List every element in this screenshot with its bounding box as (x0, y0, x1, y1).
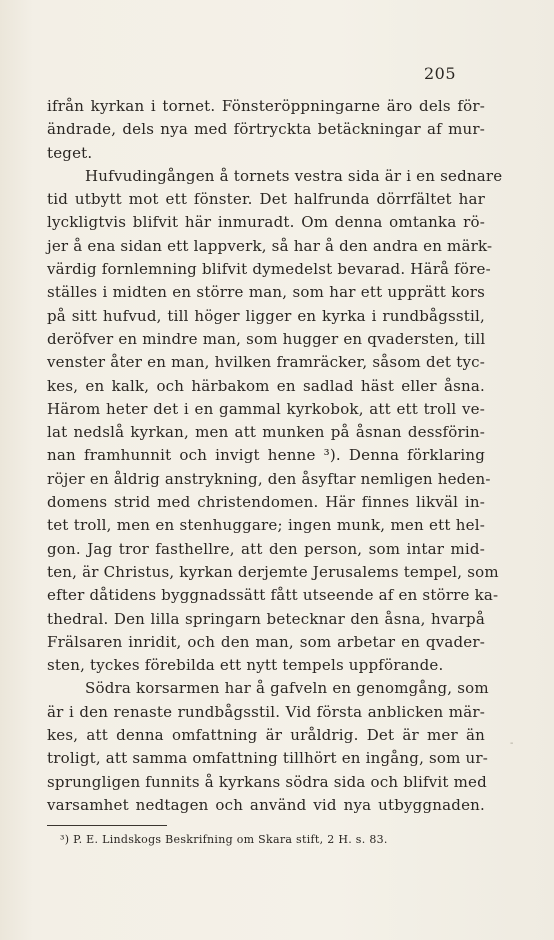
text-line: deröfver en mindre man, som hugger en qvadersten, till (47, 329, 486, 348)
text-line: ifrån kyrkan i tornet. Fönsteröppningarne äro dels för- (47, 97, 485, 115)
text-line: på sitt hufvud, till höger ligger en kyrka i rundbågsstil, (47, 306, 485, 325)
text-line: troligt, att samma omfattning tillhört en ingång, som ur- (47, 749, 489, 768)
text-line: kes, en kalk, och härbakom en sadlad häst eller åsna. (47, 376, 485, 395)
margin-mark: - (510, 738, 514, 749)
text-line: sprungligen funnits å kyrkans södra sida och blifvit med (47, 772, 487, 791)
text-line: jer å ena sidan ett lappverk, så har å den andra en märk- (47, 236, 493, 255)
text-line: är i den renaste rundbågsstil. Vid första anblicken mär- (47, 702, 485, 721)
text-line: ändrade, dels nya med förtryckta betäckningar af mur- (47, 120, 485, 139)
text-line: teget. (47, 143, 93, 162)
text-line: Södra korsarmen har å gafveln en genomgång, som (85, 679, 489, 698)
text-line: Frälsaren inridit, och den man, som arbetar en qvader- (47, 632, 485, 651)
text-line: lyckligtvis blifvit här inmuradt. Om denna omtanka rö- (47, 213, 485, 232)
text-line: Hufvudingången å tornets vestra sida är i en sednare (85, 166, 503, 185)
text-line: ställes i midten en större man, som har ett upprätt kors (47, 283, 485, 302)
text-line: domens strid med christendomen. Här finnes likväl in- (47, 493, 485, 512)
text-line: sten, tyckes förebilda ett nytt tempels uppförande. (47, 656, 444, 675)
footnote: ³) P. E. Lindskogs Beskrifning om Skara stift, 2 H. s. 83. (60, 833, 388, 846)
text-line: lat nedslå kyrkan, men att munken på åsnan dessförin- (47, 423, 485, 442)
text-line: thedral. Den lilla springarn betecknar den åsna, hvarpå (47, 609, 485, 628)
footnote-rule (47, 825, 167, 826)
body-text (47, 95, 503, 817)
text-line: varsamhet nedtagen och använd vid nya utbyggnaden. (47, 795, 485, 814)
text-line: tid utbytt mot ett fönster. Det halfrunda dörrfältet har (47, 190, 485, 209)
text-line: kes, att denna omfattning är uråldrig. Det är mer än (47, 726, 485, 745)
text-line: venster åter en man, hvilken framräcker, såsom det tyc- (47, 353, 485, 372)
text-line: röjer en åldrig anstrykning, den åsyftar nemligen heden- (47, 469, 491, 488)
text-line: efter dåtidens byggnadssätt fått utseende af en större ka- (47, 586, 499, 605)
text-line: nan framhunnit och invigt henne ³). Denna förklaring (47, 446, 485, 465)
text-line: tet troll, men en stenhuggare; ingen munk, men ett hel- (47, 516, 485, 535)
page-number: 205 (424, 64, 457, 83)
text-line: ten, är Christus, kyrkan derjemte Jerusalems tempel, som (47, 562, 499, 581)
text-line: värdig fornlemning blifvit dymedelst bevarad. Härå före- (47, 260, 491, 279)
text-line: gon. Jag tror fasthellre, att den person, som intar mid- (47, 539, 485, 558)
text-line: Härom heter det i en gammal kyrkobok, att ett troll ve- (47, 399, 485, 418)
